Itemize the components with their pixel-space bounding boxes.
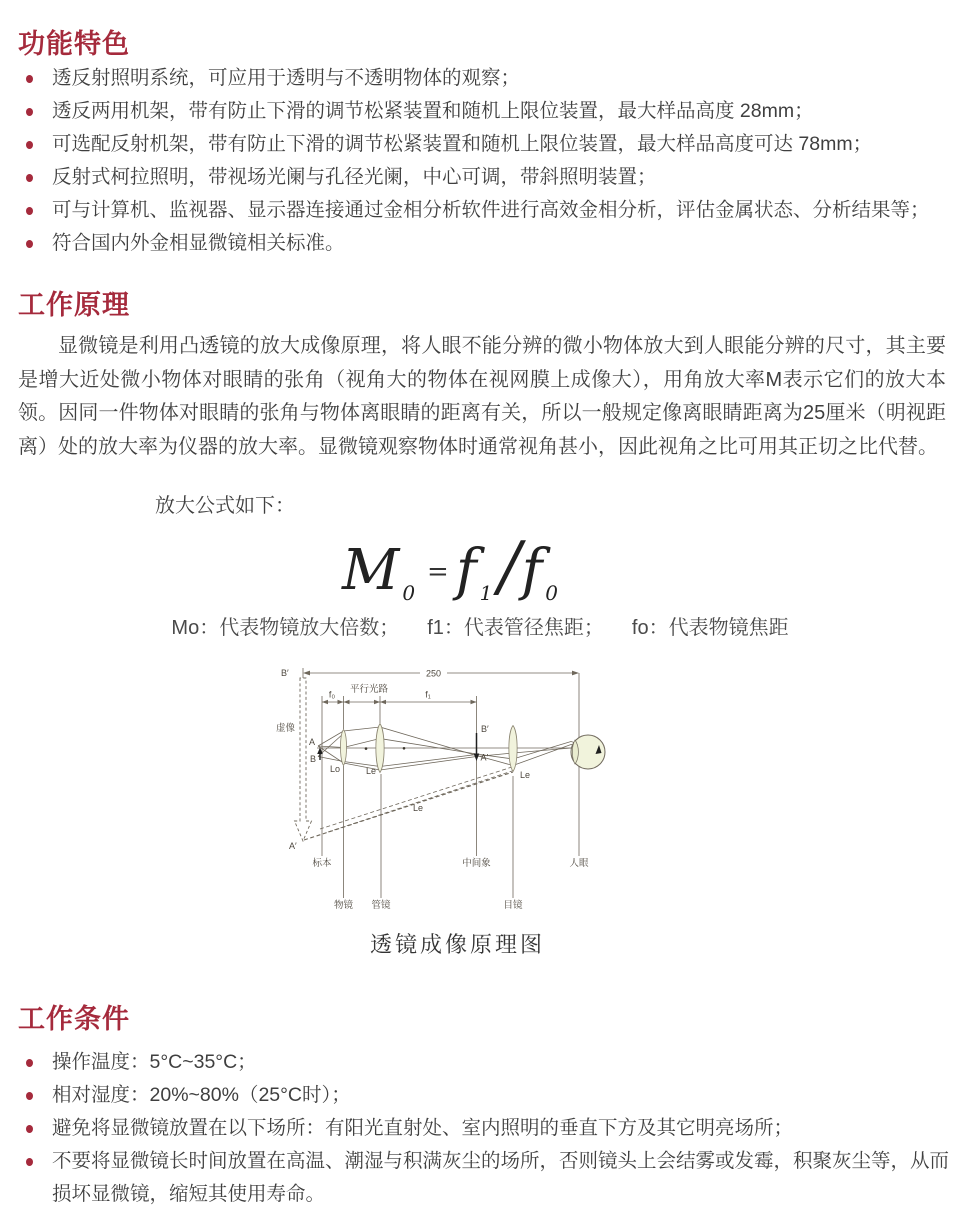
formula-equals: = [427, 557, 449, 587]
bullet-dot-icon [26, 1158, 33, 1166]
list-item [0, 128, 956, 161]
features-section-title: 功能特色 [18, 29, 130, 59]
label-lens-le-eye: Le [520, 770, 531, 780]
list-item [0, 1046, 956, 1079]
bullet-dot-icon [26, 240, 33, 248]
bullet-dot-icon [26, 1092, 33, 1100]
list-item [0, 161, 956, 194]
formula-f0: f [521, 538, 543, 603]
label-f0: f₀ [328, 689, 336, 700]
formula-m-sub: 0 [402, 581, 416, 605]
diagram-caption: 透镜成像原理图 [369, 932, 545, 957]
bullet-dot-icon [26, 1125, 33, 1133]
principle-section-title: 工作原理 [18, 290, 130, 320]
conditions-list [0, 1046, 956, 1211]
condition-text: 不要将显微镜长时间放置在高温、潮湿与积满灰尘的场所，否则镜头上会结雾或发霉，积聚灰尘等，从而损坏显微镜，缩短其使用寿命。 [52, 1150, 950, 1205]
legend-mo: Mo：代表物镜放大倍数； [171, 617, 400, 639]
bullet-dot-icon [26, 75, 33, 83]
label-point-a: A [308, 737, 315, 747]
legend-fo: fo：代表物镜焦距 [631, 617, 789, 639]
bullet-dot-icon [26, 108, 33, 116]
bullet-dot-icon [26, 141, 33, 149]
condition-text: 相对湿度：20%~80%（25°C时）； [52, 1084, 351, 1106]
principle-paragraph: 显微镜是利用凸透镜的放大成像原理，将人眼不能分辨的微小物体放大到人眼能分辨的尺寸，其主要是增大近处微小物体对眼睛的张角（视角大的物体在视网膜上成像大），用角放大率M表示它们的放大本领。因同一件物体对眼睛的张角与物体离眼睛的距离有关，所以一般规定像离眼睛距离为25厘米（明视距离）处的放大率为仪器的放大率。显微镜观察物体时通常视角甚小，因此视角之比可用其正切之比代替。 [18, 335, 946, 458]
condition-text: 避免将显微镜放置在以下场所：有阳光直射处、室内照明的垂直下方及其它明亮场所； [52, 1117, 794, 1139]
condition-text: 操作温度：5°C~35°C； [52, 1051, 257, 1073]
feature-text: 可选配反射机架，带有防止下滑的调节松紧装置和随机上限位装置，最大样品高度可达 78mm； [52, 133, 873, 155]
label-virtual-image: 虚像 [276, 723, 296, 734]
label-lens-le-tube: Le [366, 766, 377, 776]
list-item [0, 1145, 956, 1211]
feature-text: 透反两用机架，带有防止下滑的调节松紧装置和随机上限位装置，最大样品高度 28mm； [52, 100, 814, 122]
formula-f1: f [455, 538, 477, 603]
label-le-dashed: Le [412, 803, 424, 813]
label-parallel-path: 平行光路 [349, 684, 389, 695]
feature-text: 符合国内外金相显微镜相关标准。 [52, 232, 345, 254]
label-objective: 物镜 [333, 900, 354, 911]
lens-imaging-diagram [270, 658, 610, 920]
bullet-dot-icon [26, 1059, 33, 1067]
legend-f1: f1：代表管径焦距； [427, 617, 604, 639]
formula-f1-sub: 1 [479, 581, 493, 605]
formula-intro: 放大公式如下： [155, 495, 295, 517]
conditions-section-title: 工作条件 [18, 1004, 130, 1034]
label-specimen: 标本 [312, 858, 332, 869]
label-human-eye: 人眼 [569, 858, 589, 869]
formula-slash: / [498, 528, 521, 605]
label-b-prime-mid: B′ [481, 724, 489, 734]
list-item [0, 194, 956, 227]
label-b-prime-top: B′ [281, 668, 289, 678]
feature-text: 透反射照明系统，可应用于透明与不透明物体的观察； [52, 67, 521, 89]
feature-text: 反射式柯拉照明，带视场光阑与孔径光阑，中心可调，带斜照明装置； [52, 166, 657, 188]
list-item [0, 227, 956, 260]
formula-f0-sub: 0 [545, 581, 559, 605]
formula-legend [0, 611, 960, 640]
features-list [0, 62, 956, 260]
formula-m: M [341, 538, 400, 603]
bullet-dot-icon [26, 174, 33, 182]
label-250: 250 [425, 668, 442, 679]
label-a-prime-bottom: A′ [289, 841, 297, 851]
label-lens-lo: Lo [330, 764, 341, 774]
list-item [0, 1112, 956, 1145]
list-item [0, 95, 956, 128]
bullet-dot-icon [26, 207, 33, 215]
magnification-formula [0, 528, 905, 605]
label-eyepiece: 目镜 [503, 900, 523, 911]
label-f1: f₁ [425, 689, 431, 700]
label-mid-image: 中间象 [462, 858, 491, 869]
feature-text: 可与计算机、监视器、显示器连接通过金相分析软件进行高效金相分析，评估金属状态、分析结果等； [52, 199, 930, 221]
list-item [0, 62, 956, 95]
label-a-prime-mid: A′ [480, 752, 489, 763]
list-item [0, 1079, 956, 1112]
label-point-b: B [309, 754, 316, 764]
label-tube-lens: 管镜 [371, 900, 391, 911]
